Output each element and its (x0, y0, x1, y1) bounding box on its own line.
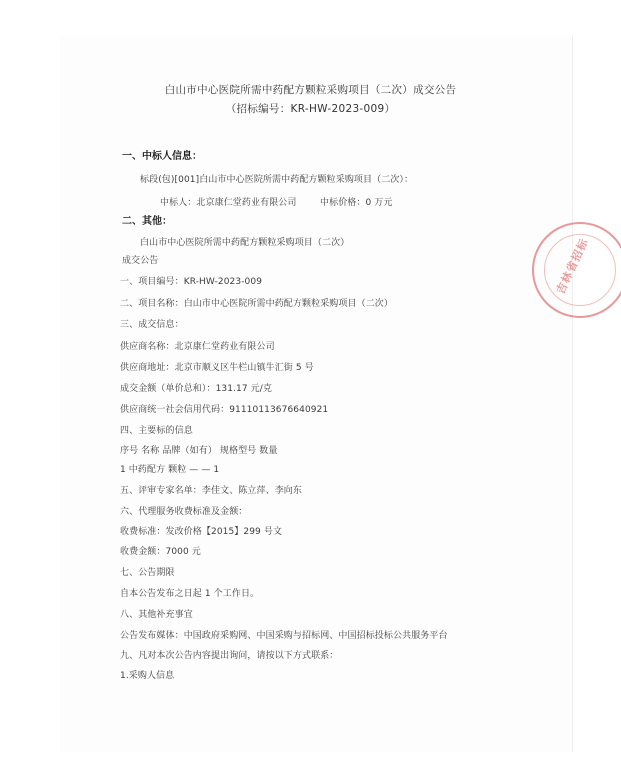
document-title: 白山市中心医院所需中药配方颗粒采购项目（二次）成交公告 (164, 84, 457, 96)
body-line: 供应商统一社会信用代码：91110113676640921 (120, 405, 329, 415)
table-row: 1 中药配方 颗粒 — — 1 (120, 465, 220, 475)
body-line: 供应商名称：北京康仁堂药业有限公司 (120, 342, 275, 352)
body-line: 二、项目名称：白山市中心医院所需中药配方颗粒采购项目（二次） (120, 299, 394, 309)
body-line: 八、其他补充事宜 (120, 610, 193, 620)
body-line: 六、代理服务收费标准及金额： (120, 507, 248, 517)
section-heading-other: 二、其他： (122, 216, 172, 227)
body-line: 白山市中心医院所需中药配方颗粒采购项目（二次） (140, 238, 350, 248)
body-line: 公告发布媒体：中国政府采购网、中国采购与招标网、中国招标投标公共服务平台 (120, 631, 448, 641)
red-seal-stamp (532, 222, 621, 318)
document-subtitle: （招标编号：KR-HW-2023-009） (225, 103, 396, 115)
section-heading-winner-info: 一、中标人信息： (122, 151, 202, 162)
body-line: 收费标准：发改价格【2015】299 号文 (120, 527, 283, 537)
body-line: 收费金额：7000 元 (120, 547, 201, 557)
body-line: 四、主要标的信息 (120, 426, 193, 436)
winner-price: 中标价格：0 万元 (320, 198, 393, 208)
document-page (60, 36, 573, 752)
winner-name: 中标人：北京康仁堂药业有限公司 (160, 198, 297, 208)
body-line: 自本公告发布之日起 1 个工作日。 (120, 589, 260, 599)
table-header-row: 序号 名称 品牌（如有） 规格型号 数量 (120, 446, 278, 456)
body-line: 一、项目编号：KR-HW-2023-009 (120, 277, 263, 287)
seal-text: 吉林省招标 (553, 236, 592, 297)
lot-line: 标段(包)[001]白山市中心医院所需中药配方颗粒采购项目（二次）： (140, 175, 414, 185)
body-line: 五、评审专家名单：李佳文、陈立萍、李向东 (120, 486, 303, 496)
body-line: 九、凡对本次公告内容提出询问，请按以下方式联系： (120, 651, 339, 661)
body-line: 1.采购人信息 (120, 671, 175, 681)
body-line: 供应商地址：北京市顺义区牛栏山镇牛汇街 5 号 (120, 363, 314, 373)
body-line: 成交金额（单价总和）：131.17 元/克 (120, 384, 272, 394)
body-line: 成交公告 (122, 256, 159, 266)
body-line: 七、公告期限 (120, 568, 175, 578)
body-line: 三、成交信息： (120, 320, 184, 330)
